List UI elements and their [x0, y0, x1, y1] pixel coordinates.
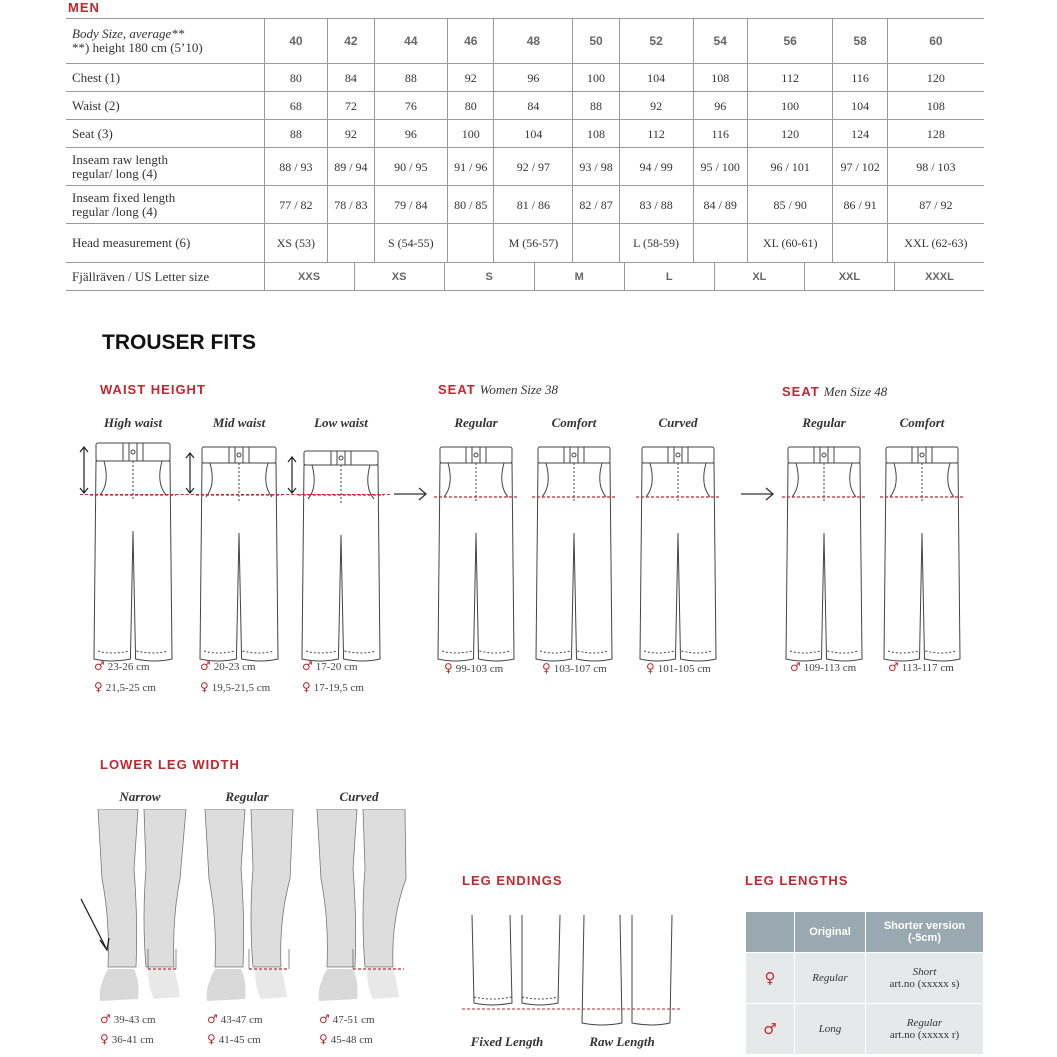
measurement-value: 17-19,5 cm	[313, 682, 364, 694]
male-icon: ♂	[302, 659, 313, 673]
size-cell: 97 / 102	[833, 148, 887, 186]
waist-seat-line	[80, 494, 390, 495]
size-cell: 80	[264, 64, 328, 92]
size-header-cell: 46	[448, 19, 494, 64]
size-header-cell: 40	[264, 19, 328, 64]
size-header-cell: 54	[693, 19, 747, 64]
seat-men-heading: SEAT Men Size 48	[782, 384, 888, 399]
size-cell: 84 / 89	[693, 186, 747, 224]
letter-size-cells	[265, 263, 985, 290]
female-icon: ♀	[319, 1032, 328, 1046]
size-cell: 77 / 82	[264, 186, 328, 224]
trouser-illustration	[880, 439, 964, 674]
size-cell: 100	[747, 92, 833, 120]
size-cell: 96	[693, 92, 747, 120]
measurement-value: 19,5-21,5 cm	[211, 682, 271, 694]
size-cell: 88	[264, 120, 328, 148]
measurement	[888, 660, 954, 674]
height-arrow-icon	[184, 452, 196, 499]
measurement-value: 17-20 cm	[315, 661, 358, 673]
body-size-label-line1: Body Size, average**	[72, 26, 185, 41]
size-cell: 88 / 93	[264, 148, 328, 186]
size-cell: 116	[833, 64, 887, 92]
size-cell: 92	[448, 64, 494, 92]
fit-label: High waist	[103, 415, 163, 430]
fit-label: Mid waist	[212, 415, 266, 430]
fit-label: Comfort	[899, 415, 945, 430]
size-cell: 108	[887, 92, 984, 120]
size-cell: 91 / 96	[448, 148, 494, 186]
head-measurement-cell: S (54-55)	[374, 224, 448, 263]
trouser-icon	[196, 439, 282, 669]
size-row-label: Seat (3)	[66, 120, 264, 148]
measurement-value: 39-43 cm	[113, 1014, 156, 1026]
leg-length-original: Long	[795, 1004, 866, 1055]
size-header-row	[66, 19, 984, 64]
size-row	[66, 148, 984, 186]
leg-icon	[203, 809, 295, 1009]
size-cell: 92 / 97	[494, 148, 573, 186]
size-cell: 79 / 84	[374, 186, 448, 224]
size-row	[66, 92, 984, 120]
leg-length-row	[746, 953, 984, 1004]
size-header-cell: 60	[887, 19, 984, 64]
size-cell: 94 / 99	[619, 148, 693, 186]
female-icon: ♀	[200, 680, 209, 694]
head-measurement-cell: L (58-59)	[619, 224, 693, 263]
size-cell: 72	[328, 92, 374, 120]
measurement-value: 20-23 cm	[213, 661, 256, 673]
size-cell: 104	[833, 92, 887, 120]
measurement-value: 23-26 cm	[107, 661, 150, 673]
letter-size-label: Fjällräven / US Letter size	[66, 263, 264, 291]
measurement	[100, 1032, 154, 1046]
fit-label: Narrow	[119, 789, 161, 804]
female-icon: ♀	[100, 1032, 109, 1046]
measurement	[207, 1012, 263, 1026]
letter-size-cell: XL	[714, 263, 804, 290]
leg-icon	[315, 809, 407, 1009]
size-cell: 95 / 100	[693, 148, 747, 186]
trouser-illustration	[636, 439, 720, 674]
leg-ending-label: Fixed Length	[470, 1034, 544, 1049]
height-arrow-icon	[286, 456, 298, 499]
size-cell: 82 / 87	[573, 186, 619, 224]
measurement-value: 101-105 cm	[657, 663, 711, 675]
leg-illustration	[203, 809, 295, 1014]
size-cell: 80 / 85	[448, 186, 494, 224]
leg-endings-heading: LEG ENDINGS	[462, 873, 563, 888]
size-header-cell: 52	[619, 19, 693, 64]
size-cell: 85 / 90	[747, 186, 833, 224]
col-original: Original	[795, 912, 866, 953]
size-header-cell: 42	[328, 19, 374, 64]
letter-size-cell: XXS	[298, 270, 321, 283]
measurement-value: 47-51 cm	[332, 1014, 375, 1026]
size-cell: 92	[328, 120, 374, 148]
letter-size-cell: XXXL	[894, 263, 984, 290]
lower-leg-heading: LOWER LEG WIDTH	[100, 757, 240, 772]
size-cell: 108	[573, 120, 619, 148]
head-measurement-cell	[448, 224, 494, 263]
leg-ending-label: Raw Length	[589, 1034, 655, 1049]
female-icon: ♀	[207, 1032, 216, 1046]
head-measurement-cell	[328, 224, 374, 263]
male-icon: ♂	[200, 659, 211, 673]
trouser-fits-title: TROUSER FITS	[102, 331, 257, 354]
body-size-label-line2: **) height 180 cm (5’10)	[72, 40, 203, 55]
male-icon: ♂	[746, 1004, 795, 1055]
male-icon: ♂	[207, 1012, 218, 1026]
measurement	[646, 661, 711, 675]
size-cell: 96	[494, 64, 573, 92]
size-cell: 80	[448, 92, 494, 120]
head-measurement-row	[66, 224, 984, 263]
measurement-value: 43-47 cm	[220, 1014, 263, 1026]
head-measurement-cell: XXL (62-63)	[887, 224, 984, 263]
size-header-cell: 48	[494, 19, 573, 64]
measurement	[302, 680, 364, 694]
arrow-right-icon	[740, 486, 776, 502]
size-cell: 89 / 94	[328, 148, 374, 186]
size-row-label: Inseam raw length regular/ long (4)	[66, 148, 264, 186]
measurement-value: 21,5-25 cm	[105, 682, 156, 694]
head-measurement-cell	[693, 224, 747, 263]
size-row-label: Inseam fixed length regular /long (4)	[66, 186, 264, 224]
letter-size-row	[66, 263, 984, 291]
letter-size-cell: XXL	[804, 263, 894, 290]
size-cell: 83 / 88	[619, 186, 693, 224]
size-cell: 84	[328, 64, 374, 92]
measurement	[542, 661, 607, 675]
measurement-value: 36-41 cm	[111, 1034, 154, 1046]
trouser-icon	[880, 439, 964, 669]
body-size-label	[66, 19, 264, 64]
waist-height-heading: WAIST HEIGHT	[100, 382, 206, 397]
head-measurement-cell: XL (60-61)	[747, 224, 833, 263]
fit-label: Curved	[339, 789, 379, 804]
trouser-icon	[636, 439, 720, 669]
trouser-icon	[298, 439, 384, 669]
head-measurement-cell	[573, 224, 619, 263]
shorter-name: Short	[912, 966, 937, 978]
measurement	[94, 680, 156, 694]
size-cell: 96 / 101	[747, 148, 833, 186]
male-icon: ♂	[888, 660, 899, 674]
measurement	[790, 660, 856, 674]
size-cell: 98 / 103	[887, 148, 984, 186]
male-icon: ♂	[94, 659, 105, 673]
size-cell: 112	[619, 120, 693, 148]
size-cell: 86 / 91	[833, 186, 887, 224]
leg-lengths-corner	[746, 912, 795, 953]
size-cell: 87 / 92	[887, 186, 984, 224]
size-cell: 104	[494, 120, 573, 148]
letter-size-cell: S	[444, 263, 534, 290]
size-cell: 120	[887, 64, 984, 92]
measurement	[319, 1012, 375, 1026]
size-header-cell: 58	[833, 19, 887, 64]
fit-label: Regular	[802, 415, 846, 430]
size-header-cell: 44	[374, 19, 448, 64]
leg-length-row	[746, 1004, 984, 1055]
head-measurement-cell: XS (53)	[264, 224, 328, 263]
female-icon: ♀	[444, 661, 453, 675]
size-table	[66, 18, 984, 291]
size-cell: 68	[264, 92, 328, 120]
letter-size-cell: XS	[354, 263, 444, 290]
size-cell: 100	[448, 120, 494, 148]
size-cell: 84	[494, 92, 573, 120]
fit-label: Regular	[454, 415, 498, 430]
letter-size-cell: M	[534, 263, 624, 290]
letter-size-group	[264, 263, 984, 291]
leg-lengths-heading: LEG LENGTHS	[745, 873, 849, 888]
leg-length-original: Regular	[795, 953, 866, 1004]
measurement-value: 103-107 cm	[553, 663, 607, 675]
measurement	[200, 680, 270, 694]
fit-label: Regular	[225, 789, 269, 804]
measurement	[207, 1032, 261, 1046]
size-cell: 90 / 95	[374, 148, 448, 186]
size-cell: 76	[374, 92, 448, 120]
head-measurement-cell	[833, 224, 887, 263]
size-cell: 128	[887, 120, 984, 148]
trouser-illustration	[532, 439, 616, 674]
size-cell: 112	[747, 64, 833, 92]
size-cell: 88	[374, 64, 448, 92]
trouser-icon	[782, 439, 866, 669]
size-cell: 92	[619, 92, 693, 120]
size-row	[66, 64, 984, 92]
trouser-illustration	[298, 439, 384, 674]
size-cell: 120	[747, 120, 833, 148]
male-icon: ♂	[319, 1012, 330, 1026]
fit-label: Low waist	[314, 415, 368, 430]
size-cell: 93 / 98	[573, 148, 619, 186]
size-row-label: Waist (2)	[66, 92, 264, 120]
measurement	[444, 661, 503, 675]
shorter-artno: art.no (xxxxx r)	[889, 1029, 960, 1041]
size-cell: 116	[693, 120, 747, 148]
size-cell: 78 / 83	[328, 186, 374, 224]
pointer-arrow-icon	[78, 896, 112, 954]
female-icon: ♀	[542, 661, 551, 675]
trouser-icon	[90, 439, 176, 669]
size-cell: 108	[693, 64, 747, 92]
measurement-value: 113-117 cm	[901, 662, 954, 674]
size-row-label: Chest (1)	[66, 64, 264, 92]
male-icon: ♂	[790, 660, 801, 674]
female-icon: ♀	[302, 680, 311, 694]
measurement	[319, 1032, 373, 1046]
measurement	[200, 659, 256, 673]
measurement-value: 109-113 cm	[803, 662, 857, 674]
shorter-name: Regular	[906, 1017, 943, 1029]
size-cell: 88	[573, 92, 619, 120]
leg-length-shorter	[866, 1004, 984, 1055]
leg-lengths-table	[745, 911, 984, 1055]
arrow-right-icon	[393, 486, 429, 502]
head-measurement-cell: M (56-57)	[494, 224, 573, 263]
seat-women-heading: SEAT Women Size 38	[438, 382, 558, 397]
size-header-cell: 56	[747, 19, 833, 64]
men-heading: MEN	[68, 0, 100, 15]
female-icon: ♀	[94, 680, 103, 694]
fit-label: Comfort	[551, 415, 597, 430]
female-icon: ♀	[646, 661, 655, 675]
female-icon: ♀	[746, 953, 795, 1004]
measurement	[100, 1012, 156, 1026]
trouser-icon	[532, 439, 616, 669]
measurement-value: 45-48 cm	[330, 1034, 373, 1046]
size-cell: 124	[833, 120, 887, 148]
height-arrow-icon	[78, 446, 90, 499]
letter-size-cell: L	[624, 263, 714, 290]
trouser-illustration	[196, 439, 282, 674]
measurement-value: 99-103 cm	[455, 663, 504, 675]
fit-label: Curved	[658, 415, 698, 430]
male-icon: ♂	[100, 1012, 111, 1026]
measurement	[302, 659, 358, 673]
shorter-artno: art.no (xxxxx s)	[889, 978, 960, 990]
size-header-cell: 50	[573, 19, 619, 64]
col-shorter: Shorter version (-5cm)	[866, 912, 984, 953]
trouser-illustration	[434, 439, 518, 674]
measurement	[94, 659, 150, 673]
leg-endings-illustration	[462, 915, 682, 1030]
measurement-value: 41-45 cm	[218, 1034, 261, 1046]
size-cell: 104	[619, 64, 693, 92]
head-measurement-label: Head measurement (6)	[66, 224, 264, 263]
trouser-icon	[434, 439, 518, 669]
trouser-illustration	[782, 439, 866, 674]
size-cell: 81 / 86	[494, 186, 573, 224]
size-row	[66, 120, 984, 148]
size-row	[66, 186, 984, 224]
size-cell: 100	[573, 64, 619, 92]
leg-illustration	[315, 809, 407, 1014]
trouser-illustration	[90, 439, 176, 674]
leg-length-shorter	[866, 953, 984, 1004]
size-cell: 96	[374, 120, 448, 148]
